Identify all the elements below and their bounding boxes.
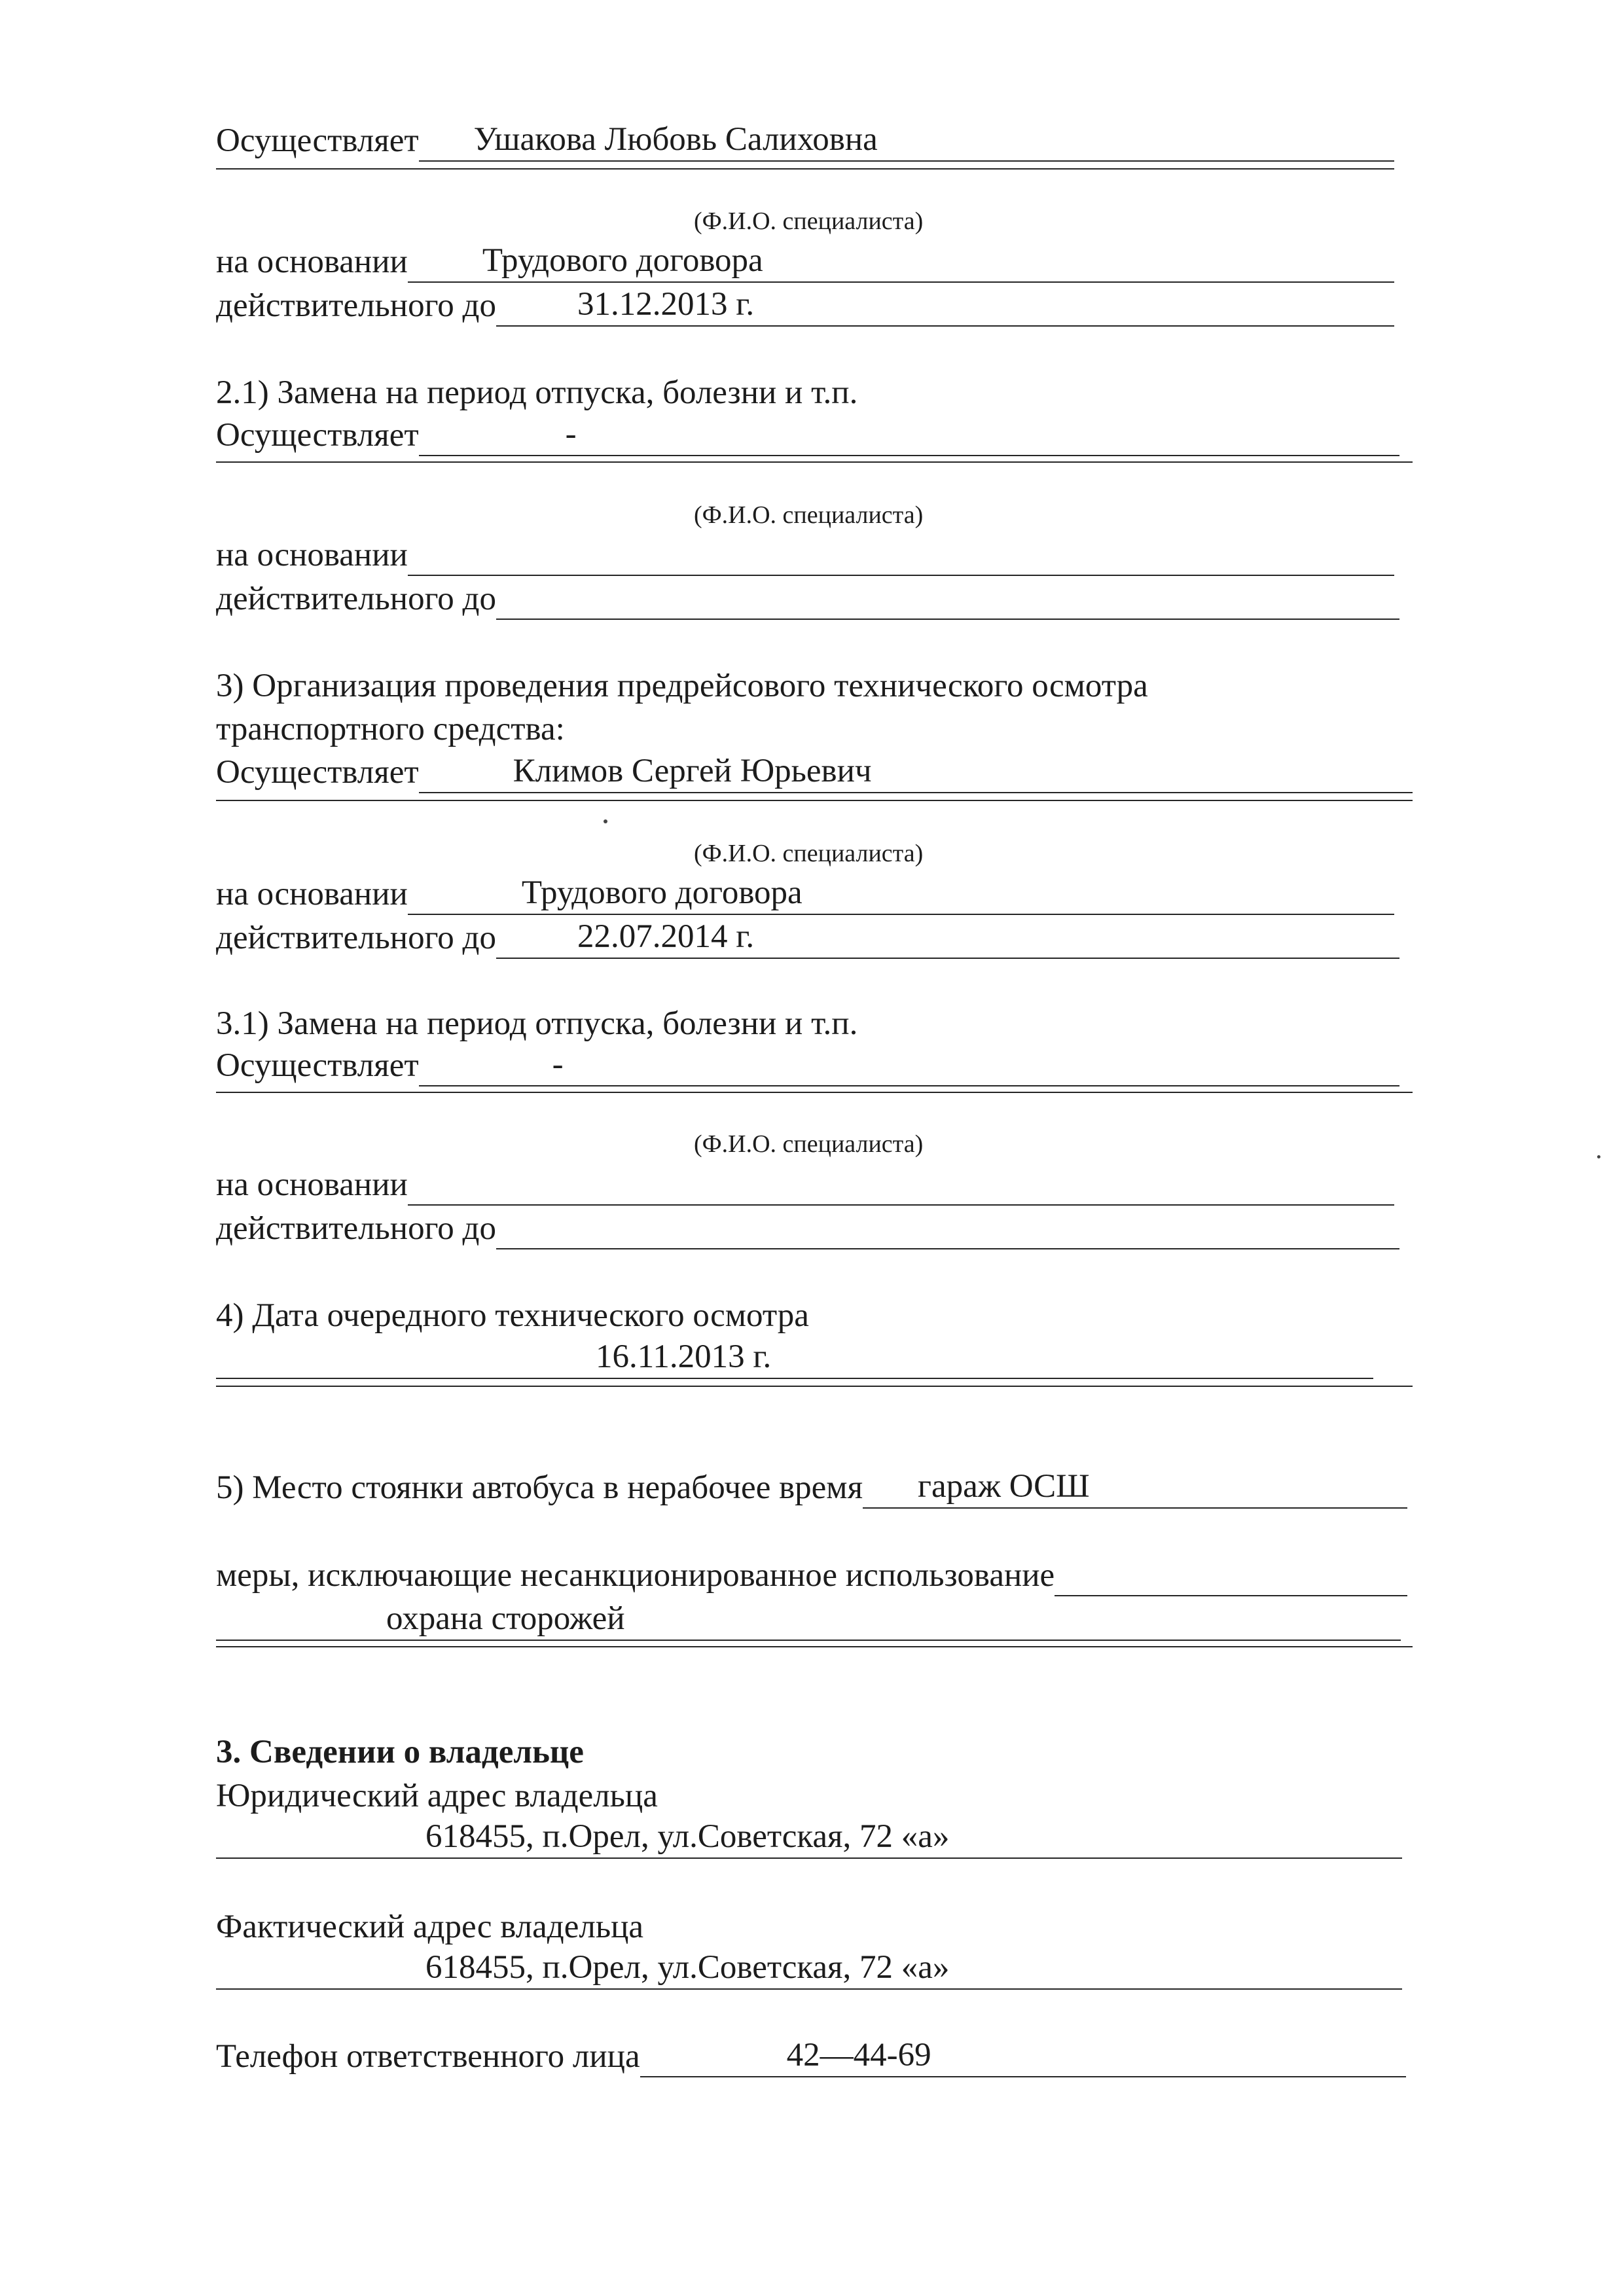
- performer-row: [216, 121, 1394, 162]
- legal-address-value: 618455, п.Орел, ул.Советская, 72 «а»: [425, 1817, 949, 1859]
- basis-label: на основании: [216, 876, 408, 912]
- performer-label: Осуществляет: [216, 1047, 419, 1084]
- performer-value: -: [552, 1045, 564, 1086]
- performer-value: Ушакова Любовь Салиховна: [474, 120, 878, 162]
- parking-label: 5) Место стоянки автобуса в нерабочее время: [216, 1469, 863, 1506]
- basis-label: на основании: [216, 1166, 408, 1203]
- performer-label: Осуществляет: [216, 417, 419, 454]
- valid-until-row: [216, 286, 1394, 327]
- continuation-line: [216, 1386, 1413, 1387]
- section-2-1-heading: 2.1) Замена на период отпуска, болезни и т.п.: [216, 374, 858, 411]
- continuation-line: [216, 461, 1413, 463]
- basis-row: [216, 242, 1394, 283]
- performer-row: [216, 1046, 1399, 1086]
- valid-until-label: действительного до: [216, 581, 496, 617]
- owner-section-heading: 3. Сведении о владельце: [216, 1734, 584, 1770]
- scan-speck: [604, 819, 607, 823]
- valid-until-label: действительного до: [216, 920, 496, 956]
- parking-row: [216, 1468, 1407, 1509]
- measures-value-row: [216, 1600, 1401, 1641]
- performer-value: Климов Сергей Юрьевич: [513, 751, 872, 793]
- continuation-line: [216, 1646, 1413, 1647]
- performer-row: [216, 753, 1413, 793]
- valid-until-row: [216, 1209, 1399, 1249]
- continuation-line: [216, 1092, 1413, 1093]
- basis-row: [216, 874, 1394, 915]
- basis-row: [216, 1165, 1394, 1206]
- valid-until-row: [216, 579, 1399, 620]
- fio-caption: (Ф.И.О. специалиста): [694, 840, 924, 867]
- valid-until-value: 31.12.2013 г.: [577, 285, 754, 327]
- section-3-heading-line1: 3) Организация проведения предрейсового технического осмотра: [216, 668, 1148, 704]
- fio-caption: (Ф.И.О. специалиста): [694, 207, 924, 235]
- inspection-date-row: [216, 1338, 1373, 1379]
- fio-caption: (Ф.И.О. специалиста): [694, 501, 924, 529]
- actual-address-value: 618455, п.Орел, ул.Советская, 72 «а»: [425, 1948, 949, 1990]
- section-3-1-heading: 3.1) Замена на период отпуска, болезни и т.п.: [216, 1005, 858, 1042]
- valid-until-label: действительного до: [216, 287, 496, 324]
- continuation-line: [216, 168, 1394, 170]
- performer-label: Осуществляет: [216, 754, 419, 791]
- measures-row: [216, 1556, 1407, 1596]
- basis-value: Трудового договора: [482, 241, 763, 283]
- valid-until-label: действительного до: [216, 1210, 496, 1247]
- performer-value: -: [566, 414, 577, 456]
- performer-label: Осуществляет: [216, 122, 419, 159]
- inspection-date-value: 16.11.2013 г.: [596, 1337, 771, 1379]
- measures-label: меры, исключающие несанкционированное использование: [216, 1557, 1055, 1594]
- legal-address-row: [216, 1818, 1402, 1859]
- scan-speck: [1597, 1155, 1600, 1158]
- actual-address-label: Фактический адрес владельца: [216, 1909, 644, 1945]
- basis-label: на основании: [216, 537, 408, 573]
- phone-label: Телефон ответственного лица: [216, 2038, 640, 2075]
- valid-until-row: [216, 918, 1399, 959]
- parking-value: гараж ОСШ: [918, 1467, 1090, 1509]
- valid-until-value: 22.07.2014 г.: [577, 917, 754, 959]
- performer-row: [216, 416, 1399, 456]
- legal-address-label: Юридический адрес владельца: [216, 1778, 658, 1814]
- basis-value: Трудового договора: [522, 873, 803, 915]
- continuation-line: [216, 800, 1413, 801]
- section-3-heading-line2: транспортного средства:: [216, 711, 565, 747]
- measures-value: охрана сторожей: [386, 1599, 625, 1641]
- section-4-heading: 4) Дата очередного технического осмотра: [216, 1297, 809, 1334]
- fio-caption: (Ф.И.О. специалиста): [694, 1130, 924, 1158]
- basis-label: на основании: [216, 243, 408, 280]
- phone-row: [216, 2037, 1406, 2077]
- basis-row: [216, 535, 1394, 576]
- actual-address-row: [216, 1949, 1402, 1990]
- phone-value: 42—44-69: [787, 2036, 931, 2077]
